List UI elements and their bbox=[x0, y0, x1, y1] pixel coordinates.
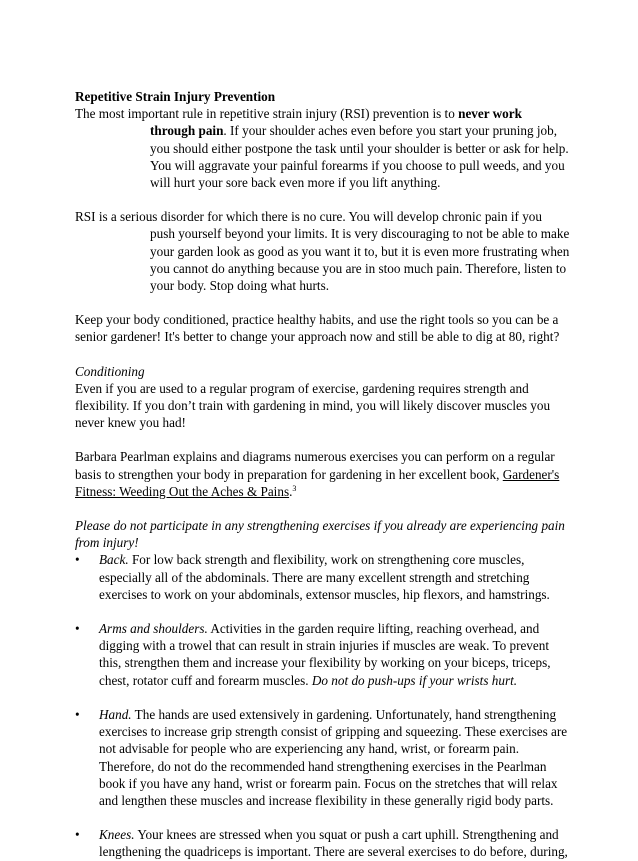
pearlman-end: . bbox=[289, 483, 293, 499]
bullet-term: Arms and shoulders. bbox=[99, 621, 208, 637]
conditioning-paragraph: Even if you are used to a regular program of exercise, gardening requires strength and flexibility. If you don’t train with gardening in mind, you will likely discover muscles you never knew you had! bbox=[75, 380, 551, 431]
bullet-term: Knees. bbox=[99, 827, 135, 843]
list-item-hand bbox=[75, 706, 570, 809]
keep-paragraph: Keep your body conditioned, practice healthy habits, and use the right tools so you can be a senior gardener! It's better to change your approach now and still be able to dig at 80, right? bbox=[75, 312, 560, 345]
bullet-note: Do not do push-ups if your wrists hurt. bbox=[311, 672, 518, 688]
list-item-arms-shoulders bbox=[75, 620, 570, 689]
intro-rest: . If your shoulder aches even before you start your pruning job, you should either postpone the task until your shoulder is better or ask for help. You will aggravate your painful forearms if you choose to pull weeds, and you will hurt your sore back even more if you lift anything. bbox=[150, 123, 569, 191]
warning-paragraph: Please do not participate in any strengthening exercises if you already are experiencing pain from injury! bbox=[75, 518, 565, 551]
intro-paragraph bbox=[75, 105, 570, 191]
list-item-knees bbox=[75, 826, 570, 860]
pearlman-text: Barbara Pearlman explains and diagrams numerous exercises you can perform on a regular basis to strengthen your body in preparation for gardening in her excellent book, bbox=[75, 449, 555, 482]
intro-lead: The most important rule in repetitive strain injury (RSI) prevention is to bbox=[75, 106, 459, 122]
book-title-link[interactable]: Gardener's Fitness: Weeding Out the Aches & Pains bbox=[75, 466, 560, 499]
bullet-text: The hands are used extensively in gardening. Unfortunately, hand strengthening exercises to increase grip strength consist of gripping and squeezing. These exercises are not advisable for people who are experiencing any hand, wrist, or forearm pain. Therefore, do not do the recommended hand strengthening exercises in the Pearlman book if you have any hand, wrist or forearm pain. Focus on the stretches that will relax and lengthen these muscles and increase flexibility in these generally rigid body parts. bbox=[99, 706, 568, 808]
intro-emphasis: never work through pain bbox=[150, 106, 522, 139]
document-title: Repetitive Strain Injury Prevention bbox=[75, 89, 276, 104]
bullet-text: Your knees are stressed when you squat or push a cart uphill. Strengthening and lengthening the quadriceps is important. There are several exercises to do before, during, bbox=[99, 827, 568, 860]
exercise-list bbox=[75, 551, 570, 860]
conditioning-heading: Conditioning bbox=[75, 363, 145, 379]
bullet-glyph: • bbox=[75, 706, 80, 722]
bullet-glyph: • bbox=[75, 827, 80, 843]
footnote-marker: 3 bbox=[292, 483, 297, 493]
bullet-term: Back. bbox=[99, 552, 129, 568]
list-item-back bbox=[75, 551, 570, 603]
bullet-text: Activities in the garden require lifting, reaching overhead, and digging with a trowel that can result in strain injuries if muscles are weak. To prevent this, strengthen them and increase your flexibility by working on your biceps, triceps, chest, rotator cuff and forearm muscles. bbox=[99, 621, 551, 688]
bullet-term: Hand. bbox=[99, 706, 132, 722]
bullet-text: For low back strength and flexibility, work on strengthening core muscles, especially all of the abdominals. There are many excellent strength and stretching exercises to work on your abdominals, extensor muscles, hip flexors, and hamstrings. bbox=[99, 552, 550, 602]
rsi-paragraph: RSI is a serious disorder for which there is no cure. You will develop chronic pain if you push yourself beyond your limits. It is very discouraging to not be able to make your garden look as good as you want it to, but it is even more frustrating when you cannot do anything because you are in stoo much pain. Therefore, listen to your body. Stop doing what hurts. bbox=[75, 209, 570, 294]
document-page bbox=[75, 88, 570, 861]
bullet-glyph: • bbox=[75, 621, 80, 637]
pearlman-paragraph bbox=[75, 448, 570, 500]
bullet-glyph: • bbox=[75, 552, 80, 568]
